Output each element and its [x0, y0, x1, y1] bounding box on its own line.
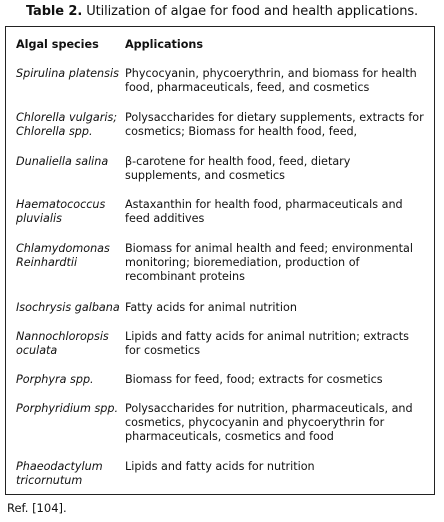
caption-text: Utilization of algae for food and health applications. [82, 4, 419, 19]
application-cell: Fatty acids for animal nutrition [125, 301, 297, 314]
reference-note: Ref. [104]. [7, 501, 67, 515]
species-cell: Nannochloropsis oculata [16, 330, 109, 357]
species-cell: Chlamydomonas Reinhardtii [16, 242, 110, 269]
application-cell: Polysaccharides for nutrition, pharmaceuticals, and cosmetics, phycocyanin and phycoerythrin for pharmaceuticals, cosmetics and food [125, 402, 413, 443]
species-cell: Phaeodactylum tricornutum [16, 460, 103, 487]
application-cell: Phycocyanin, phycoerythrin, and biomass for health food, pharmaceuticals, feed, and cosmetics [125, 67, 417, 94]
header-algal-species: Algal species [16, 38, 99, 51]
application-cell: β-carotene for health food, feed, dietary supplements, and cosmetics [125, 155, 351, 182]
application-cell: Polysaccharides for dietary supplements, extracts for cosmetics; Biomass for health food, feed, [125, 111, 424, 138]
species-cell: Porphyridium spp. [16, 402, 119, 415]
species-cell: Dunaliella salina [16, 155, 109, 168]
application-cell: Biomass for feed, food; extracts for cosmetics [125, 373, 383, 386]
table [5, 26, 435, 495]
application-cell: Lipids and fatty acids for animal nutrition; extracts for cosmetics [125, 330, 409, 357]
application-cell: Astaxanthin for health food, pharmaceuticals and feed additives [125, 198, 403, 225]
species-cell: Spirulina platensis [16, 67, 119, 80]
header-applications: Applications [125, 38, 204, 51]
species-cell: Porphyra spp. [16, 373, 94, 386]
application-cell: Lipids and fatty acids for nutrition [125, 460, 315, 473]
table-caption [0, 3, 444, 20]
application-cell: Biomass for animal health and feed; environmental monitoring; bioremediation, production of recombinant proteins [125, 242, 413, 283]
species-cell: Haematococcus pluvialis [16, 198, 106, 225]
species-cell: Isochrysis galbana [16, 301, 120, 314]
caption-label: Table 2. [25, 4, 83, 19]
species-cell: Chlorella vulgaris; Chlorella spp. [16, 111, 118, 138]
